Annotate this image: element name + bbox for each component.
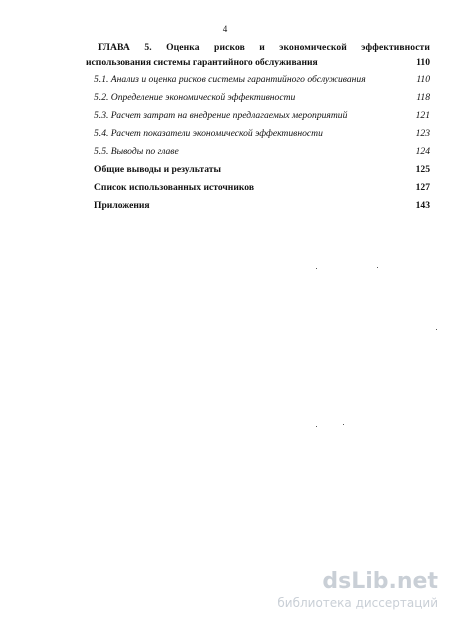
toc-entry-title: 5.2. Определение экономической эффективности [94,92,296,103]
toc-entry-references[interactable] [86,179,430,197]
watermark-subtitle: библиотека диссертаций [277,596,438,610]
table-of-contents [86,40,430,215]
toc-entry-page: 118 [416,92,430,103]
chapter-heading-continuation [86,55,430,71]
toc-entry-page: 125 [415,164,430,175]
toc-entry-5-4[interactable] [86,125,430,143]
toc-entry-5-3[interactable] [86,107,430,125]
toc-entry-title: Список использованных источников [94,182,255,193]
toc-entry-title: 5.4. Расчет показатели экономической эффективности [94,128,323,139]
toc-entry-page: 123 [415,128,430,139]
toc-entry-5-1[interactable] [86,71,430,89]
toc-entry-title: Приложения [94,200,150,211]
chapter-heading: ГЛАВА 5. Оценка рисков и экономической эффективности [98,42,430,53]
toc-entry-page: 110 [416,74,430,85]
toc-entry-title: 5.1. Анализ и оценка рисков системы гарантийного обслуживания [94,74,366,85]
toc-entry-5-5[interactable] [86,143,430,161]
toc-entry-title: 5.3. Расчет затрат на внедрение предлагаемых мероприятий [94,110,348,121]
toc-entry-appendices[interactable] [86,197,430,215]
scan-speck [436,329,437,330]
toc-entry-page: 143 [415,200,430,211]
watermark [277,570,438,610]
toc-entry-page: 127 [415,182,430,193]
toc-entry-page: 124 [415,146,430,157]
toc-entry-page: 121 [415,110,430,121]
toc-entry-title: 5.5. Выводы по главе [94,146,179,157]
scan-speck [316,426,317,427]
watermark-logo: dsLib.net [322,569,438,594]
scan-speck [316,268,317,269]
toc-entry-5-2[interactable] [86,89,430,107]
toc-entry-conclusions[interactable] [86,161,430,179]
chapter-page: 110 [416,57,430,68]
scan-speck [343,424,344,425]
scan-speck [377,267,378,268]
page-number: 4 [222,24,228,34]
chapter-heading-line2: использования системы гарантийного обслуживания [86,57,318,68]
toc-entry-title: Общие выводы и результаты [94,164,221,175]
